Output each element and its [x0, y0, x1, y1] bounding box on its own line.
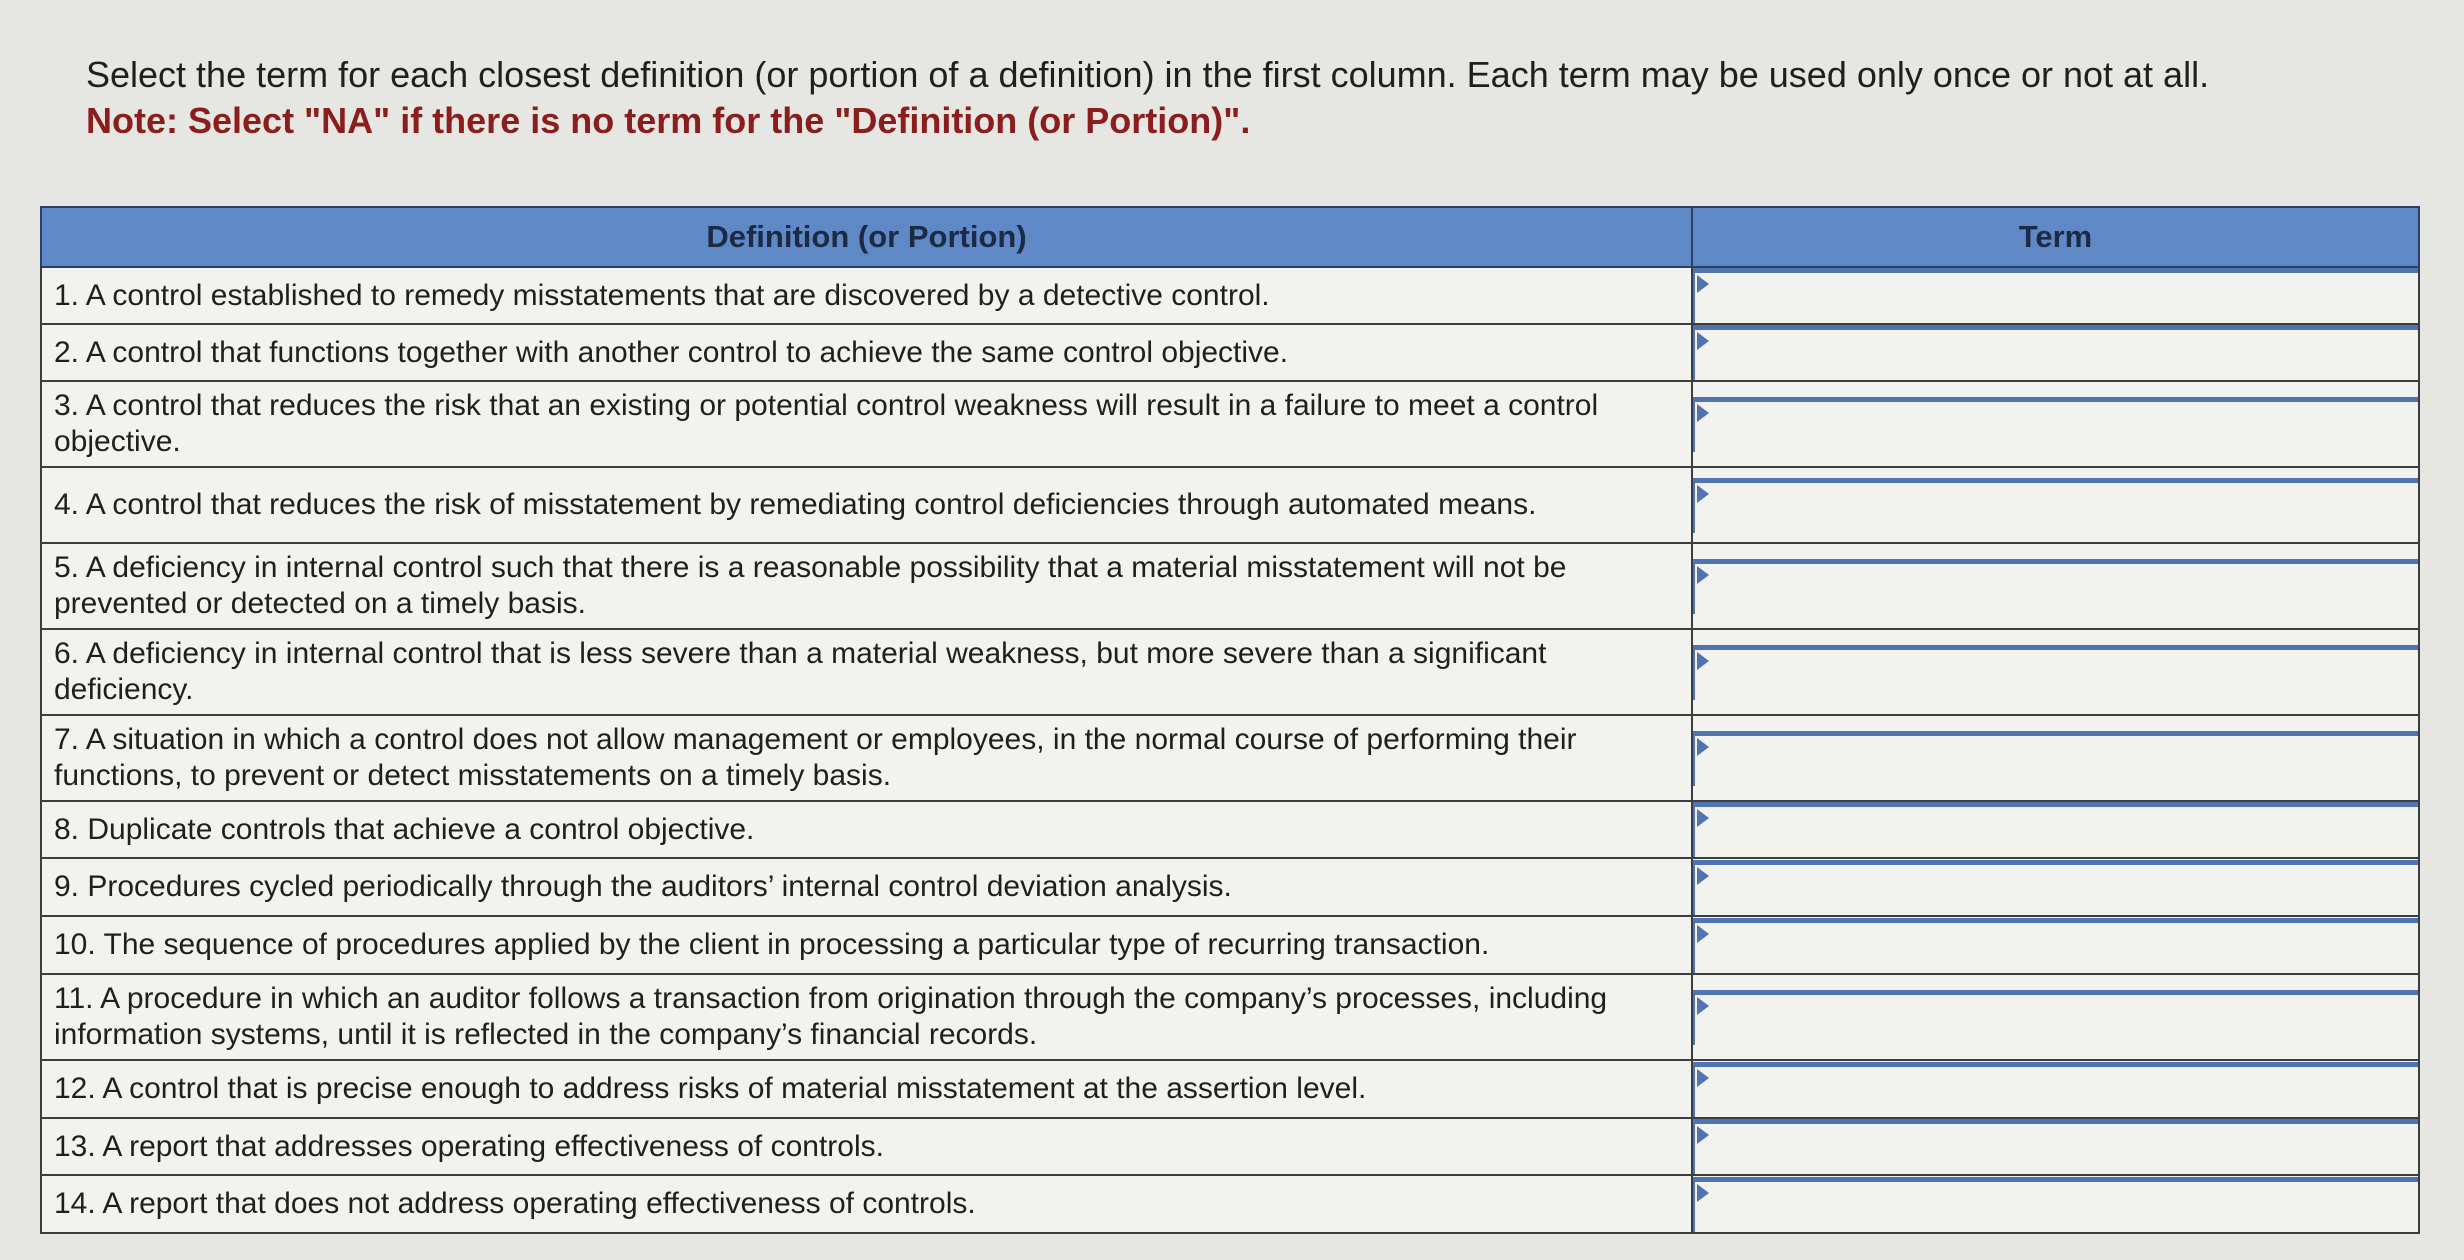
term-selected-value [1695, 650, 2418, 700]
term-selected-value [1695, 564, 2418, 614]
term-selected-value [1695, 273, 2418, 323]
instructions-note: Note: Select "NA" if there is no term for the "Definition (or Portion)". [86, 100, 1251, 141]
dropdown-arrow-icon [1697, 332, 1709, 350]
table-row [41, 381, 2419, 467]
table-row [41, 324, 2419, 381]
dropdown-arrow-icon [1697, 738, 1709, 756]
definition-cell: 5. A deficiency in internal control such that there is a reasonable possibility that a material misstatement will not be prevented or detected on a timely basis. [41, 543, 1692, 629]
term-dropdown[interactable] [1693, 990, 2418, 1045]
term-dropdown[interactable] [1693, 397, 2418, 452]
dropdown-arrow-icon [1697, 652, 1709, 670]
term-selected-value [1695, 402, 2418, 452]
dropdown-arrow-icon [1697, 925, 1709, 943]
header-definition: Definition (or Portion) [41, 207, 1692, 267]
definition-cell: 10. The sequence of procedures applied by the client in processing a particular type of recurring transaction. [41, 916, 1692, 974]
table-row [41, 801, 2419, 858]
term-dropdown[interactable] [1693, 645, 2418, 700]
term-selected-value [1695, 865, 2418, 915]
definition-cell: 9. Procedures cycled periodically through the auditors’ internal control deviation analysis. [41, 858, 1692, 916]
table-row [41, 1175, 2419, 1233]
term-selected-value [1695, 923, 2418, 973]
term-dropdown[interactable] [1693, 860, 2418, 915]
table-row [41, 715, 2419, 801]
term-dropdown[interactable] [1693, 268, 2418, 323]
definition-cell: 14. A report that does not address operating effectiveness of controls. [41, 1175, 1692, 1233]
definition-cell: 4. A control that reduces the risk of misstatement by remediating control deficiencies through automated means. [41, 467, 1692, 543]
definition-cell: 7. A situation in which a control does not allow management or employees, in the normal course of performing their functions, to prevent or detect misstatements on a timely basis. [41, 715, 1692, 801]
term-dropdown[interactable] [1693, 731, 2418, 786]
term-selected-value [1695, 995, 2418, 1045]
instructions-text: Select the term for each closest definition (or portion of a definition) in the first column. Each term may be used only once or not at all. [86, 54, 2210, 95]
term-dropdown[interactable] [1693, 1062, 2418, 1117]
term-dropdown[interactable] [1693, 802, 2418, 857]
term-dropdown[interactable] [1693, 918, 2418, 973]
table-row [41, 629, 2419, 715]
table-row [41, 974, 2419, 1060]
table-row [41, 543, 2419, 629]
term-dropdown[interactable] [1693, 1177, 2418, 1232]
term-selected-value [1695, 330, 2418, 380]
definition-cell: 13. A report that addresses operating effectiveness of controls. [41, 1118, 1692, 1175]
table-row [41, 916, 2419, 974]
dropdown-arrow-icon [1697, 566, 1709, 584]
dropdown-arrow-icon [1697, 867, 1709, 885]
definition-cell: 11. A procedure in which an auditor follows a transaction from origination through the company’s processes, including information systems, until it is reflected in the company’s financial records. [41, 974, 1692, 1060]
dropdown-arrow-icon [1697, 809, 1709, 827]
term-selected-value [1695, 807, 2418, 857]
term-selected-value [1695, 1124, 2418, 1174]
table-row [41, 858, 2419, 916]
dropdown-arrow-icon [1697, 1126, 1709, 1144]
dropdown-arrow-icon [1697, 275, 1709, 293]
table-row [41, 1060, 2419, 1118]
term-selected-value [1695, 483, 2418, 533]
instructions [86, 52, 2446, 144]
header-term: Term [1692, 207, 2419, 267]
definition-cell: 3. A control that reduces the risk that an existing or potential control weakness will result in a failure to meet a control objective. [41, 381, 1692, 467]
definition-cell: 1. A control established to remedy misstatements that are discovered by a detective control. [41, 267, 1692, 324]
dropdown-arrow-icon [1697, 997, 1709, 1015]
term-selected-value [1695, 1067, 2418, 1117]
term-dropdown[interactable] [1693, 1119, 2418, 1174]
term-dropdown[interactable] [1693, 478, 2418, 533]
dropdown-arrow-icon [1697, 1069, 1709, 1087]
term-dropdown[interactable] [1693, 325, 2418, 380]
matching-table [40, 206, 2420, 1234]
definition-cell: 12. A control that is precise enough to address risks of material misstatement at the assertion level. [41, 1060, 1692, 1118]
term-selected-value [1695, 736, 2418, 786]
dropdown-arrow-icon [1697, 404, 1709, 422]
table-row [41, 467, 2419, 543]
definition-cell: 2. A control that functions together with another control to achieve the same control objective. [41, 324, 1692, 381]
table-row [41, 267, 2419, 324]
term-selected-value [1695, 1182, 2418, 1232]
term-dropdown[interactable] [1693, 559, 2418, 614]
definition-cell: 6. A deficiency in internal control that is less severe than a material weakness, but more severe than a significant deficiency. [41, 629, 1692, 715]
dropdown-arrow-icon [1697, 1184, 1709, 1202]
definition-cell: 8. Duplicate controls that achieve a control objective. [41, 801, 1692, 858]
dropdown-arrow-icon [1697, 485, 1709, 503]
table-row [41, 1118, 2419, 1175]
